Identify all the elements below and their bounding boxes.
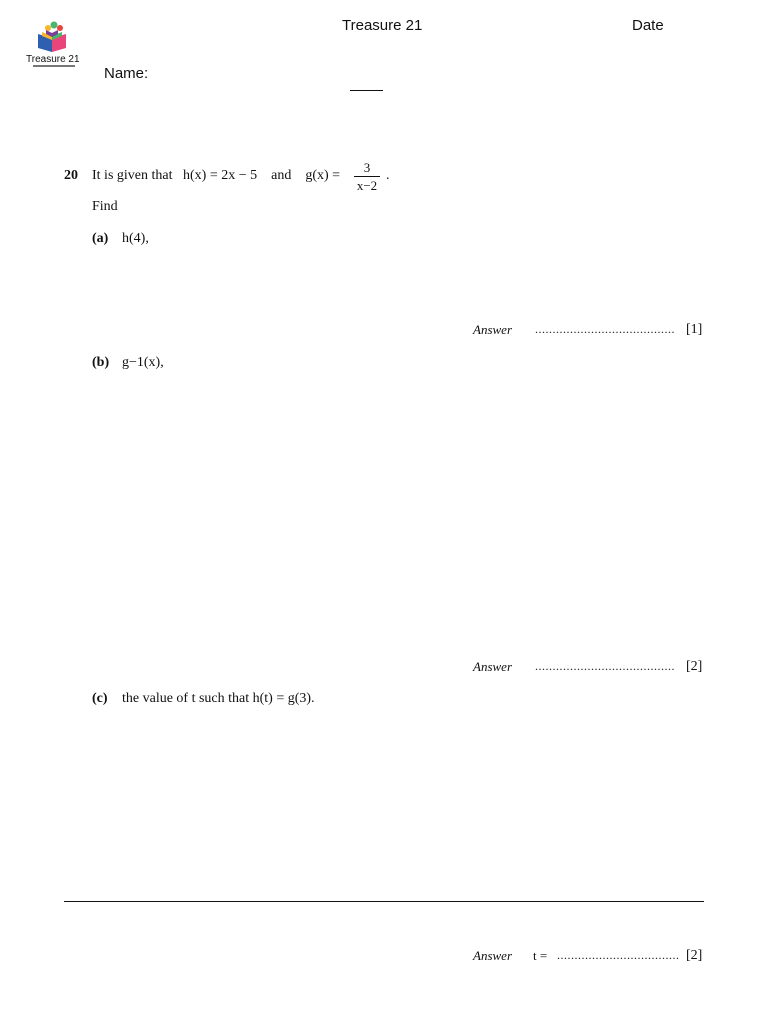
date-label: Date <box>632 17 664 34</box>
working-divider <box>64 901 704 902</box>
answer-a-label: Answer <box>473 322 512 337</box>
g-numerator: 3 <box>363 160 371 175</box>
part-a-text: h(4), <box>122 231 149 246</box>
g-lhs: g(x) = <box>305 168 341 183</box>
g-denominator: x−2 <box>356 178 378 193</box>
answer-c-field[interactable]: ................................... <box>557 948 680 962</box>
question-number: 20 <box>64 168 78 183</box>
answer-b-field[interactable]: ........................................ <box>535 659 675 673</box>
g-fraction <box>354 160 380 193</box>
answer-c-label: Answer <box>473 948 512 963</box>
logo-caption: Treasure 21 <box>26 54 80 65</box>
answer-b-label: Answer <box>473 659 512 674</box>
marks-c: [2] <box>686 948 703 963</box>
part-b-text: g−1(x), <box>122 355 164 370</box>
marks-b: [2] <box>686 659 703 674</box>
part-c-text: the value of t such that h(t) = g(3). <box>122 691 315 706</box>
stem-connector: and <box>271 168 292 183</box>
answer-c-variable: t = <box>533 948 548 963</box>
stem-full-stop: . <box>386 168 390 183</box>
page-title: Treasure 21 <box>342 17 423 34</box>
name-field-line[interactable] <box>350 90 383 91</box>
logo-tagline <box>33 65 75 67</box>
name-label: Name: <box>104 65 149 82</box>
answer-a-field[interactable]: ........................................ <box>535 322 675 336</box>
marks-a: [1] <box>686 322 703 337</box>
question-stem <box>92 168 340 184</box>
stem-prefix: It is given that <box>92 168 173 183</box>
find-instruction: Find <box>92 199 118 214</box>
part-a-label: (a) <box>92 231 109 246</box>
fraction-bar <box>354 176 380 177</box>
part-c-label: (c) <box>92 691 108 706</box>
h-definition: h(x) = 2x − 5 <box>183 168 258 183</box>
part-b-label: (b) <box>92 355 110 370</box>
